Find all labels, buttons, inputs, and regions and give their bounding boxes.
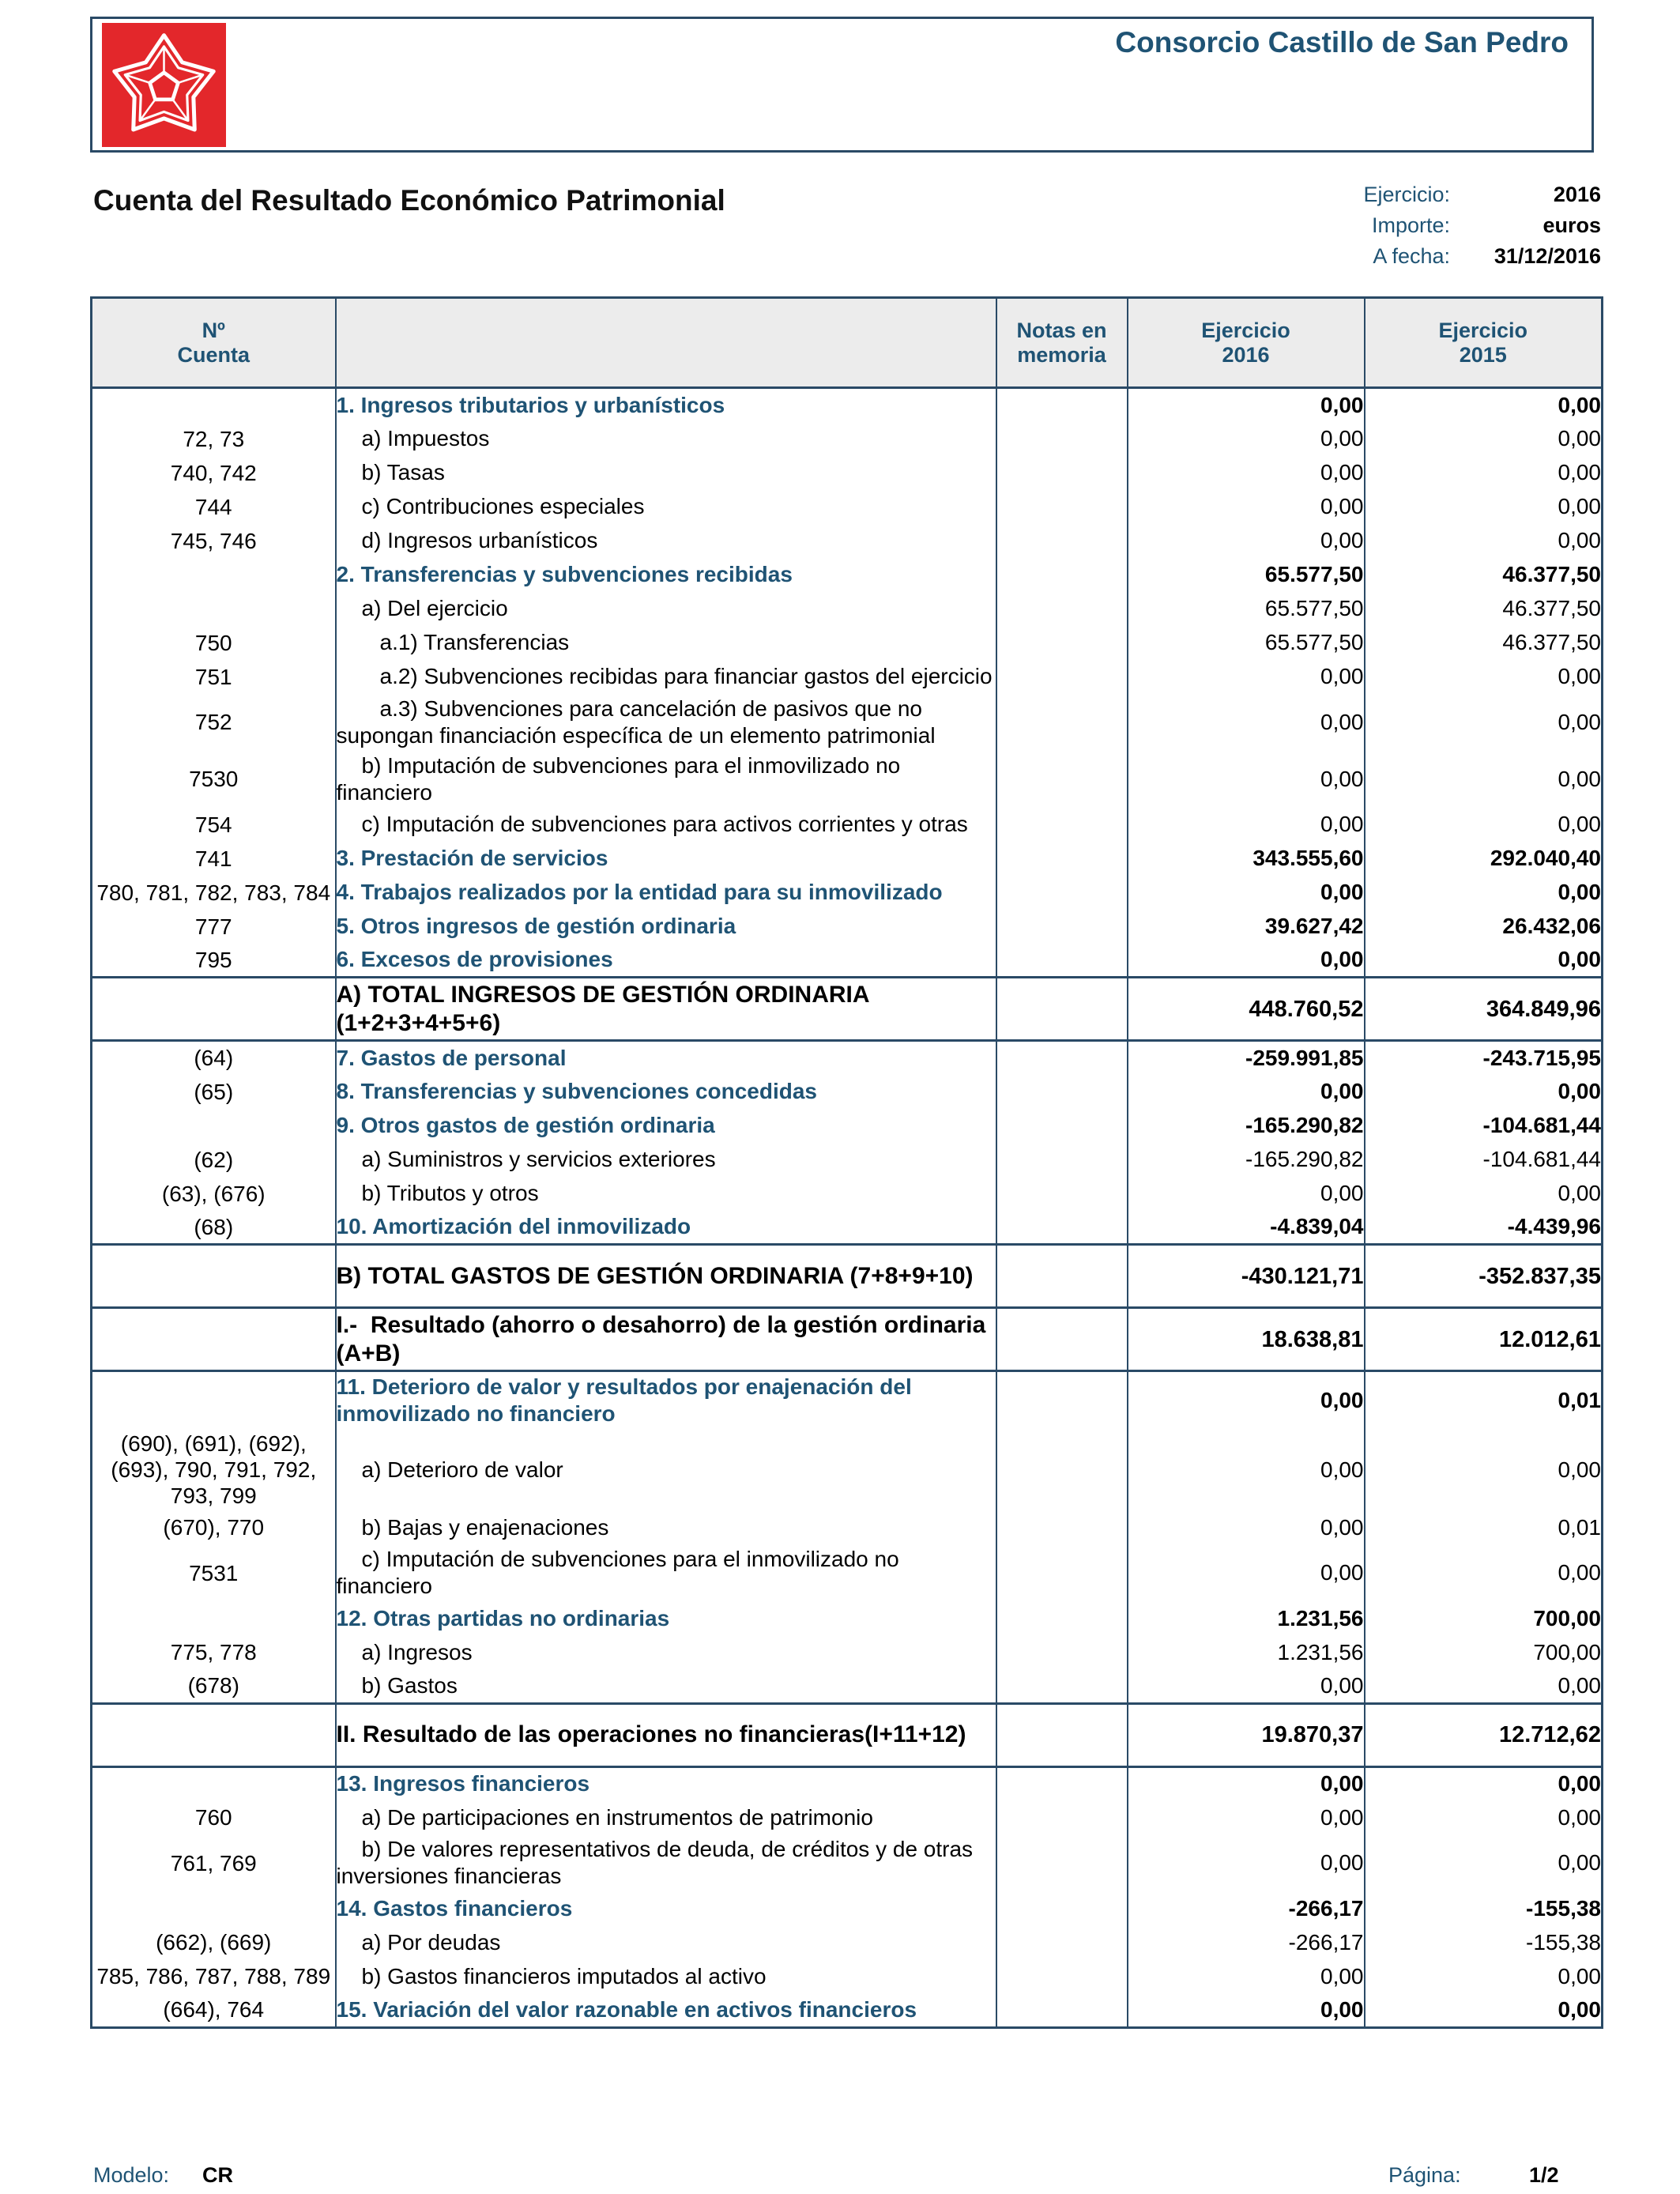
notes-cell — [996, 558, 1128, 592]
concept-cell: II. Resultado de las operaciones no financieras(I+11+12) — [336, 1703, 996, 1766]
notes-cell — [996, 422, 1128, 456]
amount-2015-cell: -155,38 — [1365, 1891, 1603, 1925]
notes-cell — [996, 1041, 1128, 1075]
amount-2016-cell: 0,00 — [1128, 1371, 1365, 1430]
amount-2016-cell: 0,00 — [1128, 1544, 1365, 1601]
amount-2016-cell: 0,00 — [1128, 694, 1365, 751]
concept-cell: 11. Deterioro de valor y resultados por enajenación del inmovilizado no financiero — [336, 1371, 996, 1430]
concept-cell: a) De participaciones en instrumentos de patrimonio — [336, 1800, 996, 1834]
notes-cell — [996, 1800, 1128, 1834]
notes-cell — [996, 1993, 1128, 2027]
amount-2016-cell: 0,00 — [1128, 660, 1365, 694]
notes-cell — [996, 1075, 1128, 1109]
amount-2015-cell: 0,00 — [1365, 456, 1603, 490]
account-code-cell: 72, 73 — [92, 422, 336, 456]
amount-2016-cell: 0,00 — [1128, 1993, 1365, 2027]
table-row — [92, 1371, 1603, 1430]
amount-2015-cell: 0,00 — [1365, 1800, 1603, 1834]
account-code-cell — [92, 1891, 336, 1925]
notes-cell — [996, 456, 1128, 490]
account-code-cell: 741 — [92, 842, 336, 876]
logo-graphic — [102, 23, 226, 147]
amount-2016-cell: 0,00 — [1128, 1429, 1365, 1510]
amount-2015-cell: 0,00 — [1365, 422, 1603, 456]
page-title: Cuenta del Resultado Económico Patrimonial — [93, 184, 725, 217]
amount-2015-cell: 700,00 — [1365, 1601, 1603, 1635]
notes-cell — [996, 910, 1128, 944]
table-body — [92, 388, 1603, 2028]
concept-cell: a) Ingresos — [336, 1635, 996, 1669]
amount-2016-cell: 343.555,60 — [1128, 842, 1365, 876]
concept-cell: 7. Gastos de personal — [336, 1041, 996, 1075]
concept-column-header — [336, 298, 996, 388]
table-header — [92, 298, 1603, 388]
notes-cell — [996, 626, 1128, 660]
concept-cell: 2. Transferencias y subvenciones recibidas — [336, 558, 996, 592]
table-row — [92, 490, 1603, 524]
concept-cell: a) Impuestos — [336, 422, 996, 456]
notes-cell — [996, 1834, 1128, 1891]
account-code-cell — [92, 558, 336, 592]
account-code-cell: (65) — [92, 1075, 336, 1109]
amount-2015-cell: 0,00 — [1365, 1959, 1603, 1993]
amount-unit-label: Importe: — [1371, 213, 1450, 237]
account-code-cell: 760 — [92, 1800, 336, 1834]
table-row — [92, 1109, 1603, 1143]
account-code-cell: 754 — [92, 808, 336, 842]
total-row — [92, 1245, 1603, 1308]
table-row — [92, 388, 1603, 422]
amount-2015-cell: 0,00 — [1365, 1766, 1603, 1800]
table-row — [92, 1834, 1603, 1891]
table-row — [92, 944, 1603, 978]
account-column-header — [92, 298, 336, 388]
amount-2015-cell: -104.681,44 — [1365, 1109, 1603, 1143]
table-row — [92, 1075, 1603, 1109]
amount-2015-cell: 0,00 — [1365, 524, 1603, 558]
amount-2015-cell: 0,00 — [1365, 1669, 1603, 1703]
concept-cell: B) TOTAL GASTOS DE GESTIÓN ORDINARIA (7+8+9+10) — [336, 1245, 996, 1308]
table-row — [92, 1925, 1603, 1959]
concept-cell: 13. Ingresos financieros — [336, 1766, 996, 1800]
table-row — [92, 1959, 1603, 1993]
notes-cell — [996, 944, 1128, 978]
concept-cell: a.3) Subvenciones para cancelación de pasivos que no supongan financiación específica de un elemento patrimonial — [336, 694, 996, 751]
amount-2015-cell: 0,00 — [1365, 1177, 1603, 1211]
amount-2016-cell: 39.627,42 — [1128, 910, 1365, 944]
amount-2016-cell: 19.870,37 — [1128, 1703, 1365, 1766]
amount-2015-cell: 26.432,06 — [1365, 910, 1603, 944]
total-row — [92, 1703, 1603, 1766]
notes-cell — [996, 1925, 1128, 1959]
account-code-cell: 751 — [92, 660, 336, 694]
table-row — [92, 1800, 1603, 1834]
income-statement-table — [90, 296, 1603, 2029]
amount-2016-cell: 0,00 — [1128, 456, 1365, 490]
fiscal-year-value: 2016 — [1553, 183, 1601, 206]
organization-name: Consorcio Castillo de San Pedro — [1115, 26, 1569, 58]
account-code-cell: (664), 764 — [92, 1993, 336, 2027]
amount-2016-cell: 0,00 — [1128, 808, 1365, 842]
concept-cell: a) Suministros y servicios exteriores — [336, 1143, 996, 1177]
amount-2016-cell: 0,00 — [1128, 422, 1365, 456]
fiscal-year-label: Ejercicio: — [1363, 183, 1450, 206]
notes-cell — [996, 1371, 1128, 1430]
notes-cell — [996, 1308, 1128, 1371]
amount-2015-cell: 0,00 — [1365, 808, 1603, 842]
amount-2016-cell: 0,00 — [1128, 388, 1365, 422]
amount-2016-cell: 0,00 — [1128, 524, 1365, 558]
amount-2016-cell: -430.121,71 — [1128, 1245, 1365, 1308]
notes-cell — [996, 1510, 1128, 1544]
report-date-label: A fecha: — [1373, 244, 1450, 268]
amount-2015-cell: 0,00 — [1365, 876, 1603, 910]
amount-2015-cell: 0,00 — [1365, 490, 1603, 524]
amount-2015-cell: 0,00 — [1365, 751, 1603, 808]
account-code-cell: 795 — [92, 944, 336, 978]
amount-2016-cell: -4.839,04 — [1128, 1211, 1365, 1245]
amount-2016-cell: 65.577,50 — [1128, 626, 1365, 660]
concept-cell: a.2) Subvenciones recibidas para financiar gastos del ejercicio — [336, 660, 996, 694]
notes-cell — [996, 1109, 1128, 1143]
account-code-cell: 775, 778 — [92, 1635, 336, 1669]
account-code-cell: (68) — [92, 1211, 336, 1245]
amount-2015-cell: 0,00 — [1365, 694, 1603, 751]
notes-cell — [996, 1601, 1128, 1635]
table-row — [92, 910, 1603, 944]
amount-2015-cell: -104.681,44 — [1365, 1143, 1603, 1177]
notes-cell — [996, 842, 1128, 876]
notes-cell — [996, 1245, 1128, 1308]
year-2016-header-line: 2016 — [1222, 342, 1270, 367]
account-code-cell: (690), (691), (692), (693), 790, 791, 792, 793, 799 — [92, 1429, 336, 1510]
amount-2015-cell: -352.837,35 — [1365, 1245, 1603, 1308]
account-code-cell: 7530 — [92, 751, 336, 808]
concept-cell: 1. Ingresos tributarios y urbanísticos — [336, 388, 996, 422]
table-row — [92, 558, 1603, 592]
amount-2016-cell: 0,00 — [1128, 1834, 1365, 1891]
account-code-cell: 761, 769 — [92, 1834, 336, 1891]
year-2015-column-header — [1365, 298, 1603, 388]
notes-cell — [996, 1177, 1128, 1211]
account-code-cell — [92, 592, 336, 626]
table-row — [92, 842, 1603, 876]
amount-2015-cell: -4.439,96 — [1365, 1211, 1603, 1245]
account-code-cell: 780, 781, 782, 783, 784 — [92, 876, 336, 910]
amount-2015-cell: 292.040,40 — [1365, 842, 1603, 876]
table-row — [92, 1177, 1603, 1211]
amount-2016-cell: 18.638,81 — [1128, 1308, 1365, 1371]
year-2015-header-line: 2015 — [1459, 342, 1507, 367]
amount-2015-cell: 700,00 — [1365, 1635, 1603, 1669]
model-label: Modelo: — [93, 2163, 170, 2187]
amount-2016-cell: 0,00 — [1128, 751, 1365, 808]
notes-cell — [996, 1669, 1128, 1703]
concept-cell: c) Contribuciones especiales — [336, 490, 996, 524]
amount-2016-cell: 0,00 — [1128, 1766, 1365, 1800]
amount-2015-cell: 46.377,50 — [1365, 626, 1603, 660]
table-row — [92, 1993, 1603, 2027]
account-code-cell: 745, 746 — [92, 524, 336, 558]
account-header-line: Cuenta — [177, 342, 250, 367]
notes-cell — [996, 808, 1128, 842]
account-code-cell: 752 — [92, 694, 336, 751]
concept-cell: b) Tasas — [336, 456, 996, 490]
amount-2016-cell: 1.231,56 — [1128, 1635, 1365, 1669]
total-row — [92, 978, 1603, 1041]
account-code-cell: 744 — [92, 490, 336, 524]
account-code-cell: 777 — [92, 910, 336, 944]
amount-2016-cell: -165.290,82 — [1128, 1143, 1365, 1177]
concept-cell: a.1) Transferencias — [336, 626, 996, 660]
account-code-cell: 785, 786, 787, 788, 789 — [92, 1959, 336, 1993]
notes-cell — [996, 592, 1128, 626]
concept-cell: 8. Transferencias y subvenciones concedidas — [336, 1075, 996, 1109]
table-row — [92, 592, 1603, 626]
account-code-cell — [92, 1766, 336, 1800]
amount-2016-cell: 0,00 — [1128, 1800, 1365, 1834]
amount-2015-cell: 0,00 — [1365, 1075, 1603, 1109]
account-code-cell: (662), (669) — [92, 1925, 336, 1959]
amount-2015-cell: 0,00 — [1365, 388, 1603, 422]
amount-2016-cell: 0,00 — [1128, 1959, 1365, 1993]
account-code-cell — [92, 1371, 336, 1430]
notes-cell — [996, 876, 1128, 910]
concept-cell: a) Por deudas — [336, 1925, 996, 1959]
notes-cell — [996, 1959, 1128, 1993]
notes-cell — [996, 1635, 1128, 1669]
amount-2015-cell: 0,00 — [1365, 1834, 1603, 1891]
concept-cell: A) TOTAL INGRESOS DE GESTIÓN ORDINARIA (1+2+3+4+5+6) — [336, 978, 996, 1041]
amount-2016-cell: 65.577,50 — [1128, 558, 1365, 592]
amount-2015-cell: 0,00 — [1365, 1993, 1603, 2027]
notes-cell — [996, 660, 1128, 694]
concept-cell: 15. Variación del valor razonable en activos financieros — [336, 1993, 996, 2027]
account-code-cell: (670), 770 — [92, 1510, 336, 1544]
table-row — [92, 694, 1603, 751]
amount-2016-cell: 0,00 — [1128, 876, 1365, 910]
amount-2016-cell: 0,00 — [1128, 1075, 1365, 1109]
notes-cell — [996, 524, 1128, 558]
notes-cell — [996, 388, 1128, 422]
table-header-row — [92, 298, 1603, 388]
table-row — [92, 1635, 1603, 1669]
amount-2016-cell: 1.231,56 — [1128, 1601, 1365, 1635]
amount-2015-cell: 0,01 — [1365, 1510, 1603, 1544]
table-row — [92, 1211, 1603, 1245]
amount-unit-value: euros — [1543, 213, 1601, 237]
report-date-value: 31/12/2016 — [1494, 244, 1601, 268]
amount-2015-cell: 0,00 — [1365, 660, 1603, 694]
amount-2015-cell: 0,00 — [1365, 1429, 1603, 1510]
table-row — [92, 1544, 1603, 1601]
page-number-value: 1/2 — [1529, 2163, 1559, 2187]
concept-cell: 14. Gastos financieros — [336, 1891, 996, 1925]
concept-cell: b) Gastos — [336, 1669, 996, 1703]
table-row — [92, 1891, 1603, 1925]
report-meta — [1363, 179, 1601, 272]
concept-cell: c) Imputación de subvenciones para el inmovilizado no financiero — [336, 1544, 996, 1601]
concept-cell: 5. Otros ingresos de gestión ordinaria — [336, 910, 996, 944]
amount-2015-cell: 0,01 — [1365, 1371, 1603, 1430]
amount-2015-cell: 12.012,61 — [1365, 1308, 1603, 1371]
amount-2016-cell: 0,00 — [1128, 1510, 1365, 1544]
table-row — [92, 1766, 1603, 1800]
account-code-cell — [92, 1703, 336, 1766]
account-code-cell — [92, 1109, 336, 1143]
notes-cell — [996, 1429, 1128, 1510]
star-fortress-icon — [102, 23, 226, 147]
year-2016-header-line: Ejercicio — [1201, 318, 1290, 342]
table-row — [92, 808, 1603, 842]
page-number-label: Página: — [1388, 2163, 1461, 2187]
concept-cell: 4. Trabajos realizados por la entidad para su inmovilizado — [336, 876, 996, 910]
account-code-cell: (64) — [92, 1041, 336, 1075]
concept-cell: b) De valores representativos de deuda, de créditos y de otras inversiones financieras — [336, 1834, 996, 1891]
notes-cell — [996, 1891, 1128, 1925]
total-row — [92, 1308, 1603, 1371]
table-row — [92, 524, 1603, 558]
amount-2016-cell: 0,00 — [1128, 944, 1365, 978]
table-row — [92, 1143, 1603, 1177]
account-code-cell: 740, 742 — [92, 456, 336, 490]
table-row — [92, 422, 1603, 456]
account-code-cell — [92, 1308, 336, 1371]
amount-2016-cell: 0,00 — [1128, 490, 1365, 524]
concept-cell: 10. Amortización del inmovilizado — [336, 1211, 996, 1245]
concept-cell: d) Ingresos urbanísticos — [336, 524, 996, 558]
account-code-cell: 750 — [92, 626, 336, 660]
concept-cell: b) Tributos y otros — [336, 1177, 996, 1211]
concept-cell: I.- Resultado (ahorro o desahorro) de la gestión ordinaria (A+B) — [336, 1308, 996, 1371]
notes-cell — [996, 751, 1128, 808]
account-code-cell — [92, 1601, 336, 1635]
notes-header-line: Notas en — [1016, 318, 1107, 342]
account-code-cell — [92, 978, 336, 1041]
notes-cell — [996, 1544, 1128, 1601]
account-code-cell: (678) — [92, 1669, 336, 1703]
notes-cell — [996, 1766, 1128, 1800]
amount-2015-cell: 0,00 — [1365, 1544, 1603, 1601]
notes-cell — [996, 1703, 1128, 1766]
notes-column-header — [996, 298, 1128, 388]
amount-2015-cell: 12.712,62 — [1365, 1703, 1603, 1766]
notes-cell — [996, 978, 1128, 1041]
account-code-cell: 7531 — [92, 1544, 336, 1601]
concept-cell: b) Bajas y enajenaciones — [336, 1510, 996, 1544]
concept-cell: b) Gastos financieros imputados al activo — [336, 1959, 996, 1993]
year-2015-header-line: Ejercicio — [1438, 318, 1528, 342]
concept-cell: 12. Otras partidas no ordinarias — [336, 1601, 996, 1635]
amount-2015-cell: -155,38 — [1365, 1925, 1603, 1959]
account-code-cell — [92, 1245, 336, 1308]
account-header-line: Nº — [202, 318, 225, 342]
amount-2015-cell: -243.715,95 — [1365, 1041, 1603, 1075]
concept-cell: b) Imputación de subvenciones para el inmovilizado no financiero — [336, 751, 996, 808]
table-row — [92, 1041, 1603, 1075]
notes-cell — [996, 1211, 1128, 1245]
table-row — [92, 660, 1603, 694]
model-value: CR — [202, 2163, 233, 2187]
table-row — [92, 751, 1603, 808]
account-code-cell — [92, 388, 336, 422]
account-code-cell: (62) — [92, 1143, 336, 1177]
amount-2016-cell: 0,00 — [1128, 1177, 1365, 1211]
amount-2016-cell: 65.577,50 — [1128, 592, 1365, 626]
amount-2016-cell: 448.760,52 — [1128, 978, 1365, 1041]
amount-2016-cell: -165.290,82 — [1128, 1109, 1365, 1143]
amount-2015-cell: 46.377,50 — [1365, 592, 1603, 626]
table-row — [92, 876, 1603, 910]
amount-2015-cell: 46.377,50 — [1365, 558, 1603, 592]
concept-cell: 9. Otros gastos de gestión ordinaria — [336, 1109, 996, 1143]
table-row — [92, 1510, 1603, 1544]
notes-header-line: memoria — [1017, 342, 1106, 367]
amount-2016-cell: -266,17 — [1128, 1891, 1365, 1925]
notes-cell — [996, 694, 1128, 751]
concept-cell: c) Imputación de subvenciones para activos corrientes y otras — [336, 808, 996, 842]
table-row — [92, 1601, 1603, 1635]
table-row — [92, 1669, 1603, 1703]
amount-2016-cell: 0,00 — [1128, 1669, 1365, 1703]
amount-2016-cell: -266,17 — [1128, 1925, 1365, 1959]
concept-cell: 3. Prestación de servicios — [336, 842, 996, 876]
year-2016-column-header — [1128, 298, 1365, 388]
concept-cell: a) Del ejercicio — [336, 592, 996, 626]
account-code-cell: (63), (676) — [92, 1177, 336, 1211]
table-row — [92, 1429, 1603, 1510]
notes-cell — [996, 1143, 1128, 1177]
concept-cell: 6. Excesos de provisiones — [336, 944, 996, 978]
notes-cell — [996, 490, 1128, 524]
amount-2015-cell: 0,00 — [1365, 944, 1603, 978]
concept-cell: a) Deterioro de valor — [336, 1429, 996, 1510]
amount-2016-cell: -259.991,85 — [1128, 1041, 1365, 1075]
table-row — [92, 456, 1603, 490]
amount-2015-cell: 364.849,96 — [1365, 978, 1603, 1041]
table-row — [92, 626, 1603, 660]
